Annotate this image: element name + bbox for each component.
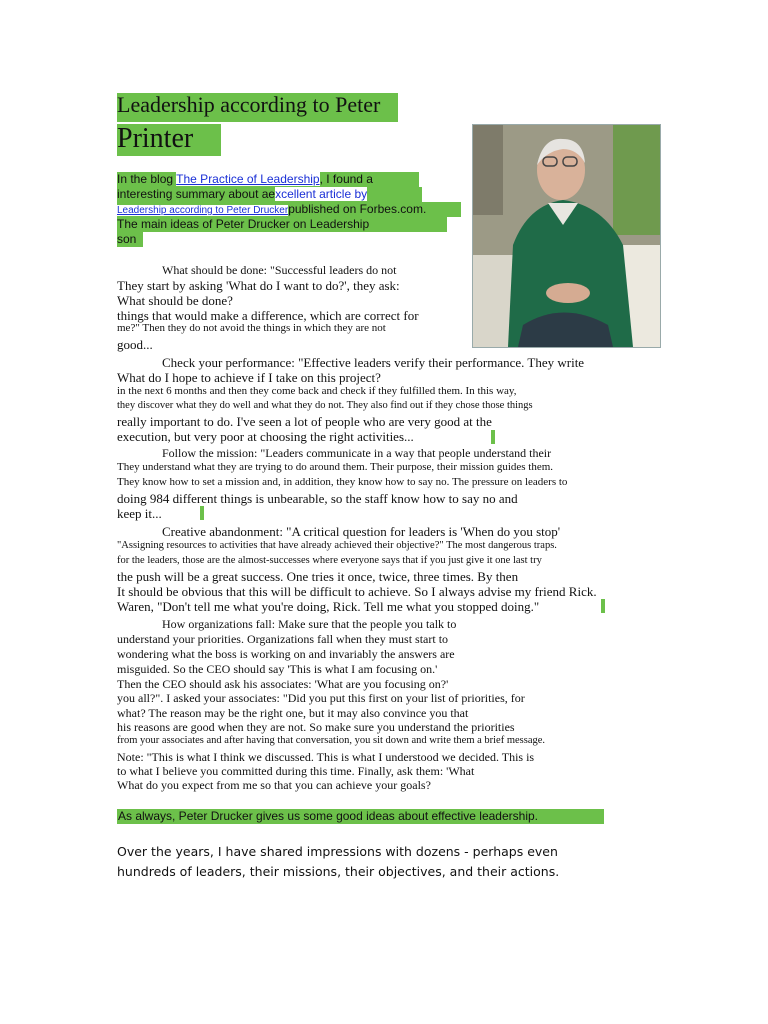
- sec2-line-2: What do I hope to achieve if I take on this project?: [117, 370, 381, 385]
- intro-line-4: The main ideas of Peter Drucker on Leadership: [117, 217, 370, 231]
- sec3-line-3: They know how to set a mission and, in addition, they know how to say no. The pressure on leaders to: [117, 476, 568, 488]
- highlight-mark: [491, 430, 495, 444]
- intro-line-3: [117, 202, 426, 216]
- page-title: Leadership according to Peter: [117, 92, 381, 117]
- sec4-line-2: "Assigning resources to activities that have already achieved their objective?" The most dangerous traps.: [117, 540, 557, 551]
- sec3-line-5: keep it...: [117, 506, 162, 521]
- intro-line-2: [117, 187, 367, 201]
- sec5-line-2: understand your priorities. Organizations fall when they must start to: [117, 632, 449, 646]
- sec2-line-6: execution, but very poor at choosing the right activities...: [117, 429, 414, 444]
- sec5-line-9: from your associates and after having that conversation, you sit down and write them a brief message.: [117, 735, 546, 746]
- sec5-line-6: you all?". I asked your associates: "Did you put this first on your list of priorities, for: [117, 691, 525, 705]
- sec5-line-12: What do you expect from me so that you can achieve your goals?: [117, 778, 431, 792]
- sec5-line-1: How organizations fall: Make sure that the people you talk to: [162, 617, 457, 631]
- sec4-line-3: for the leaders, those are the almost-successes where everyone says that if you just give it one last try: [117, 555, 542, 566]
- footer-line-2: hundreds of leaders, their missions, their objectives, and their actions.: [117, 864, 560, 879]
- footer-line-1: Over the years, I have shared impressions with dozens - perhaps even: [117, 844, 558, 859]
- sec5-line-8: his reasons are good when they are not. So make sure you understand the priorities: [117, 720, 515, 734]
- highlight-mark: [601, 599, 605, 613]
- highlight-mark: [200, 506, 204, 520]
- sec2-line-5: really important to do. I've seen a lot of people who are very good at the: [117, 414, 492, 429]
- sec5-line-10: Note: "This is what I think we discussed. This is what I understood we decided. This is: [117, 750, 535, 764]
- sec4-line-1: Creative abandonment: "A critical question for leaders is 'When do you stop': [162, 524, 561, 539]
- sec1-line-5: me?" Then they do not avoid the things in which they are not: [117, 322, 386, 334]
- sec3-line-1: Follow the mission: "Leaders communicate in a way that people understand their: [162, 446, 552, 460]
- sec1-line-4: things that would make a difference, which are correct for: [117, 308, 419, 323]
- intro-line-5: son: [117, 232, 137, 246]
- sec1-line-1: What should be done: "Successful leaders do not: [162, 263, 397, 277]
- drucker-article-link[interactable]: Leadership according to Peter Drucker: [117, 205, 289, 216]
- sec5-line-5: Then the CEO should ask his associates: 'What are you focusing on?': [117, 677, 449, 691]
- sec5-line-4: misguided. So the CEO should say 'This is what I am focusing on.': [117, 662, 438, 676]
- sec1-line-6: good...: [117, 337, 153, 352]
- sec4-line-5: It should be obvious that this will be difficult to achieve. So I always advise my friend Rick.: [117, 584, 597, 599]
- sec5-line-11: to what I believe you committed during this time. Finally, ask them: 'What: [117, 764, 475, 778]
- sec4-line-4: the push will be a great success. One tries it once, twice, three times. By then: [117, 569, 519, 584]
- portrait-photo: [472, 124, 661, 348]
- sec2-line-4: they discover what they do well and what they do not. They also find out if they chose those things: [117, 400, 533, 411]
- sec1-line-3: What should be done?: [117, 293, 233, 308]
- sec5-line-7: what? The reason may be the right one, but it may also convince you that: [117, 706, 469, 720]
- intro-text: , I found a: [319, 172, 373, 186]
- sec2-line-3: in the next 6 months and then they come back and check if they fulfilled them. In this way,: [117, 385, 517, 397]
- intro-text: In the blog: [117, 172, 177, 186]
- intro-line-1: [117, 172, 373, 186]
- article-link[interactable]: xcellent article by: [275, 187, 368, 201]
- page-title-line2: Printer: [117, 123, 194, 154]
- sec3-line-4: doing 984 different things is unbearable, so the staff know how to say no and: [117, 491, 518, 506]
- intro-text: published on Forbes.com.: [288, 202, 427, 216]
- sec3-line-2: They understand what they are trying to do around them. Their purpose, their mission guides them.: [117, 461, 554, 473]
- sec1-line-2: They start by asking 'What do I want to do?', they ask:: [117, 278, 400, 293]
- blog-link[interactable]: The Practice of Leadership: [176, 172, 320, 186]
- closing-line: As always, Peter Drucker gives us some good ideas about effective leadership.: [118, 809, 538, 823]
- portrait-illustration: [473, 125, 660, 347]
- intro-text: interesting summary about ae: [117, 187, 276, 201]
- sec4-line-6: Waren, "Don't tell me what you're doing, Rick. Tell me what you stopped doing.": [117, 599, 540, 614]
- sec2-line-1: Check your performance: "Effective leaders verify their performance. They write: [162, 355, 585, 370]
- sec5-line-3: wondering what the boss is working on and invariably the answers are: [117, 647, 455, 661]
